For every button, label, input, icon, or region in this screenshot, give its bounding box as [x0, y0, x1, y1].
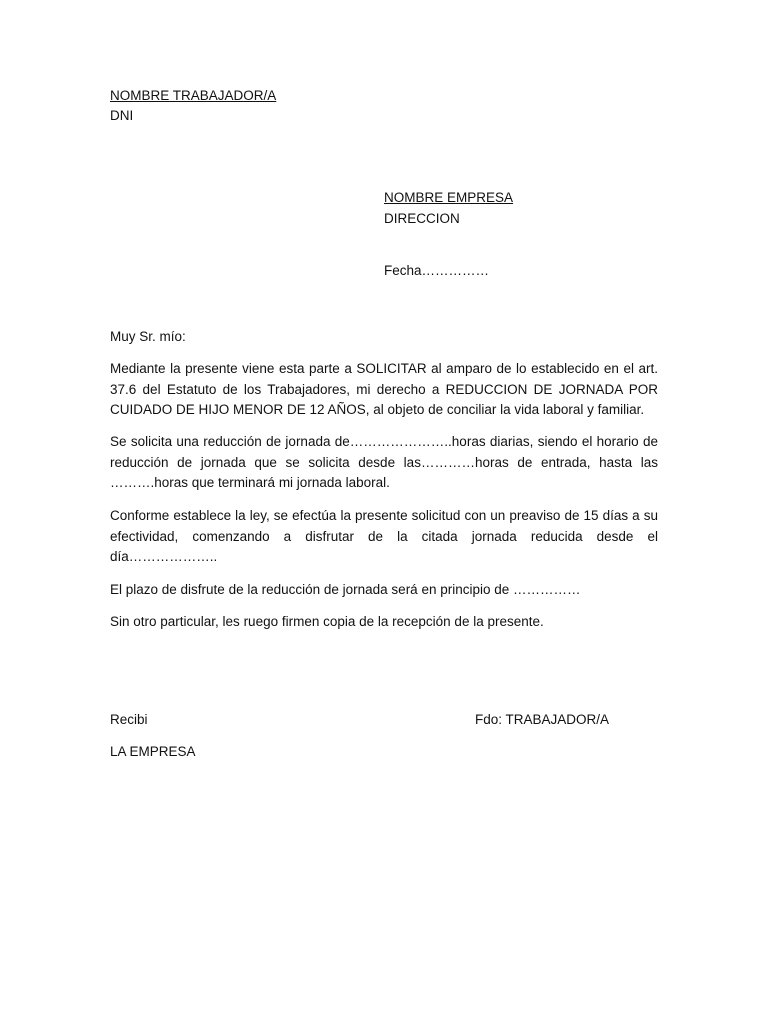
- recipient-company: NOMBRE EMPRESA: [384, 190, 514, 205]
- company-signature: LA EMPRESA: [110, 744, 196, 759]
- worker-signature: Fdo: TRABAJADOR/A: [475, 712, 610, 727]
- paragraph-closing: Sin otro particular, les ruego firmen copia de la recepción de la presente.: [110, 614, 544, 629]
- recipient-address: DIRECCION: [384, 211, 460, 226]
- paragraph-notice: Conforme establece la ley, se efectúa la presente solicitud con un preaviso de 15 días a su efectividad, comenzando a disfrutar de la citada jornada reducida desde el día………………..: [110, 508, 658, 565]
- letter-date: Fecha……………: [384, 263, 490, 278]
- sender-name: NOMBRE TRABAJADOR/A: [110, 88, 277, 103]
- sender-id: DNI: [110, 108, 134, 123]
- greeting: Muy Sr. mío:: [110, 329, 186, 344]
- paragraph-request: Mediante la presente viene esta parte a SOLICITAR al amparo de lo establecido en el art. 37.6 del Estatuto de los Trabajadores, mi derecho a REDUCCION DE JORNADA POR CUIDADO DE HIJO MENOR DE 12 AÑOS, al objeto de conciliar la vida laboral y familiar.: [110, 361, 658, 418]
- paragraph-hours: Se solicita una reducción de jornada de…………………..horas diarias, siendo el horario de reducción de jornada que se solicita desde las…………horas de entrada, hasta las ……….horas que terminará mi jornada laboral.: [110, 434, 658, 491]
- received-label: Recibi: [110, 712, 148, 727]
- paragraph-duration: El plazo de disfrute de la reducción de jornada será en principio de ……………: [110, 582, 581, 597]
